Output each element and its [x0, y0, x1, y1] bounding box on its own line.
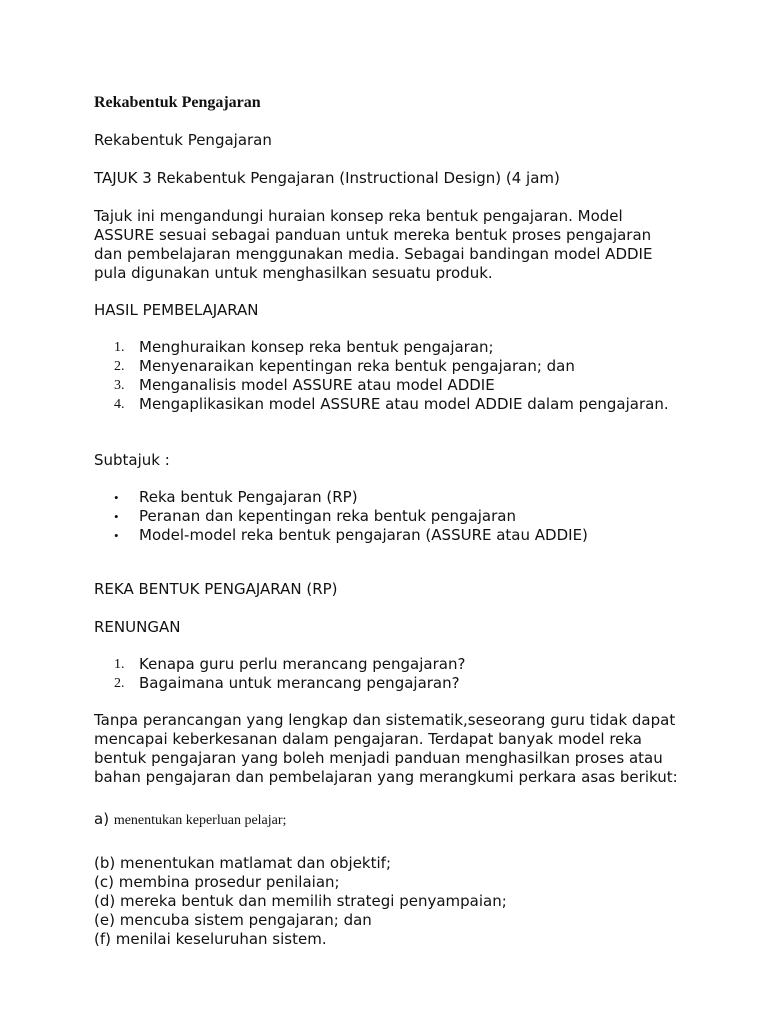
list-item: 4. Mengaplikasikan model ASSURE atau model ADDIE dalam pengajaran.	[114, 395, 669, 413]
list-item: (f) menilai keseluruhan sistem.	[94, 930, 327, 948]
reflection-heading: RENUNGAN	[94, 618, 181, 636]
list-item: (d) mereka bentuk dan memilih strategi penyampaian;	[94, 892, 507, 910]
list-item: • Reka bentuk Pengajaran (RP)	[114, 488, 358, 506]
rp-heading: REKA BENTUK PENGAJARAN (RP)	[94, 580, 338, 598]
body-paragraph: Tanpa perancangan yang lengkap dan sistematik,seseorang guru tidak dapat mencapai keberkesanan dalam pengajaran. Terdapat banyak model reka bentuk pengajaran yang boleh menjadi panduan menghasilkan proses atau bahan pengajaran dan pembelajaran yang merangkumi perkara asas berikut:	[94, 711, 678, 786]
list-item: (e) mencuba sistem pengajaran; dan	[94, 911, 372, 929]
bullet-icon: •	[114, 490, 119, 505]
list-item: 2. Bagaimana untuk merancang pengajaran?	[114, 674, 460, 692]
list-item: 1. Kenapa guru perlu merancang pengajaran?	[114, 655, 466, 673]
reflection-list	[94, 655, 684, 693]
steps-list	[94, 854, 684, 949]
bullet-icon: •	[114, 528, 119, 543]
list-item: • Peranan dan kepentingan reka bentuk pengajaran	[114, 507, 516, 525]
list-item: 3. Menganalisis model ASSURE atau model ADDIE	[114, 376, 495, 394]
topic-title: TAJUK 3 Rekabentuk Pengajaran (Instructional Design) (4 jam)	[94, 169, 560, 187]
list-item: (b) menentukan matlamat dan objektif;	[94, 854, 392, 872]
outcomes-heading: HASIL PEMBELAJARAN	[94, 301, 259, 319]
section-heading: Rekabentuk Pengajaran	[94, 131, 272, 149]
document-title: Rekabentuk Pengajaran	[94, 94, 261, 111]
step-a: a) menentukan keperluan pelajar;	[94, 810, 287, 828]
list-item: (c) membina prosedur penilaian;	[94, 873, 340, 891]
subtopics-list	[94, 488, 684, 545]
list-item: • Model-model reka bentuk pengajaran (ASSURE atau ADDIE)	[114, 526, 588, 544]
subtopic-heading: Subtajuk :	[94, 451, 170, 469]
intro-paragraph: Tajuk ini mengandungi huraian konsep reka bentuk pengajaran. Model ASSURE sesuai sebagai panduan untuk mereka bentuk proses pengajaran dan pembelajaran menggunakan media. Sebagai bandingan model ADDIE pula digunakan untuk menghasilkan sesuatu produk.	[94, 207, 653, 282]
bullet-icon: •	[114, 509, 119, 524]
outcomes-list	[94, 338, 684, 414]
list-item: 1. Menghuraikan konsep reka bentuk pengajaran;	[114, 338, 494, 356]
list-item: 2. Menyenaraikan kepentingan reka bentuk pengajaran; dan	[114, 357, 575, 375]
